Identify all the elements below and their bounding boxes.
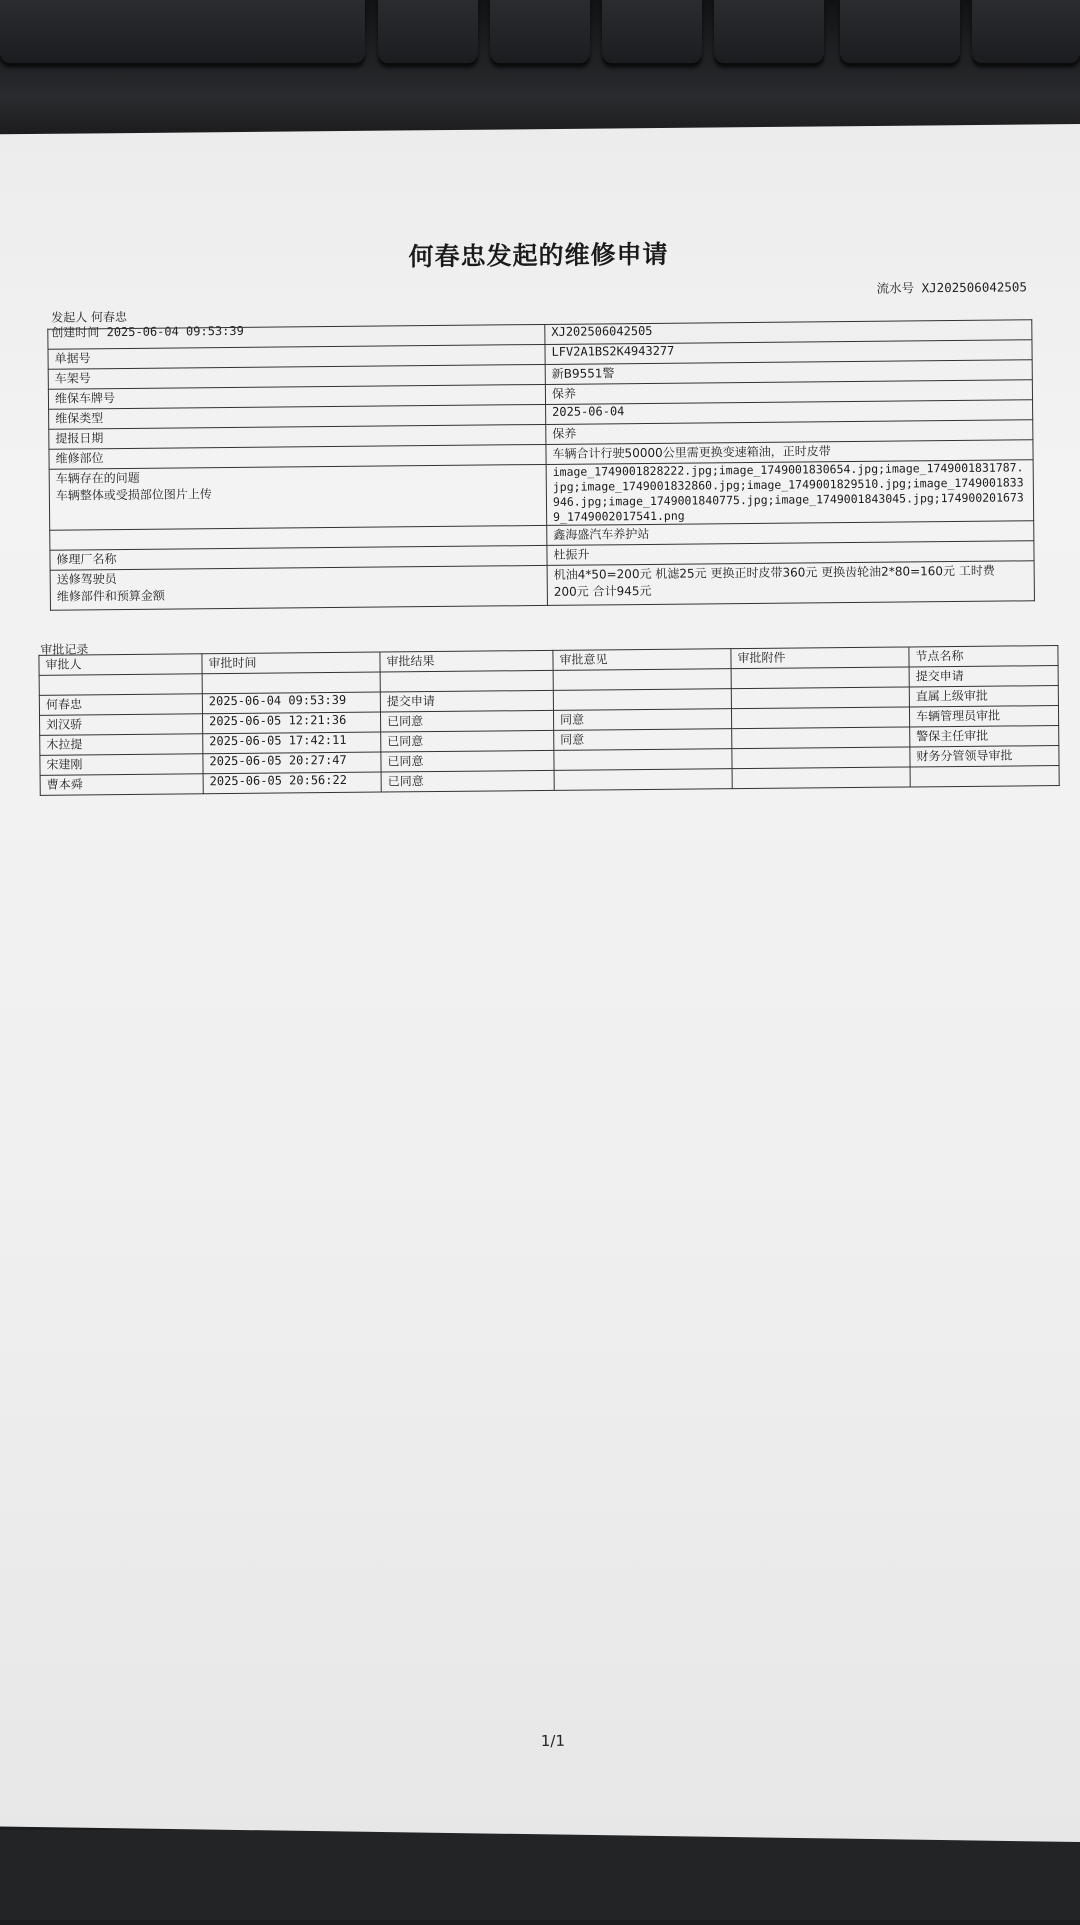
time-cell — [202, 672, 380, 694]
form-label — [49, 464, 547, 530]
opinion-cell — [554, 769, 732, 791]
form-row — [49, 460, 1034, 530]
approver-cell: 宋建刚 — [40, 754, 203, 776]
form-label: 维保类型 — [49, 404, 546, 429]
attachment-cell — [731, 667, 909, 689]
form-value: 2025-06-04 — [546, 400, 1033, 425]
header-cell: 审批意见 — [553, 649, 731, 671]
approval-table — [38, 645, 1059, 796]
form-label: 维保车牌号 — [48, 384, 545, 409]
opinion-cell — [554, 749, 732, 771]
form-label-line: 送修驾驶员 — [56, 572, 117, 587]
approver-cell: 曹本舜 — [40, 774, 203, 796]
form-value: 新B9551警 — [545, 360, 1032, 385]
time-cell: 2025-06-05 12:21:36 — [202, 712, 380, 734]
attachment-cell — [731, 707, 909, 729]
approver-cell — [39, 674, 202, 696]
time-cell: 2025-06-04 09:53:39 — [202, 692, 380, 714]
form-value: 鑫海盛汽车养护站 — [547, 521, 1034, 546]
result-cell — [380, 670, 553, 692]
form-label: 单据号 — [48, 344, 545, 369]
attachment-cell — [732, 767, 910, 789]
approver-cell: 木拉提 — [40, 734, 203, 756]
time-cell: 2025-06-05 20:56:22 — [203, 772, 381, 794]
node-cell: 车辆管理员审批 — [909, 706, 1058, 727]
form-value: 保养 — [546, 420, 1033, 445]
opinion-cell: 同意 — [554, 729, 732, 751]
repair-form-table — [47, 319, 1035, 610]
form-value: 杜振升 — [547, 541, 1034, 566]
form-label — [50, 565, 547, 610]
header-cell: 审批附件 — [731, 647, 909, 669]
opinion-cell: 同意 — [553, 709, 731, 731]
document-title: 何春忠发起的维修申请 — [408, 239, 669, 272]
form-label: 修理厂名称 — [50, 545, 547, 570]
created-time: 创建时间 2025-06-04 09:53:39 — [51, 323, 244, 340]
form-value: 保养 — [545, 380, 1032, 405]
result-cell: 提交申请 — [380, 690, 553, 712]
form-label-line: 车辆存在的问题 — [55, 470, 140, 486]
initiator-name: 发起人 何春忠 — [51, 309, 128, 325]
time-cell: 2025-06-05 20:27:47 — [203, 752, 381, 774]
node-cell: 财务分管领导审批 — [910, 746, 1059, 767]
header-cell: 审批结果 — [380, 650, 553, 672]
opinion-cell — [553, 689, 731, 711]
form-value: XJ202506042505 — [545, 320, 1032, 345]
form-label-line: 车辆整体或受损部位图片上传 — [55, 487, 212, 503]
form-row — [50, 561, 1034, 610]
header-cell: 节点名称 — [909, 646, 1058, 667]
approver-cell: 何春忠 — [39, 694, 202, 716]
form-label: 维修部位 — [49, 444, 546, 469]
opinion-cell — [553, 669, 731, 691]
image-file-list: image_1749001828222.jpg;image_1749001830654.jpg;image_1749001831787.jpg;image_1749001832860.jpg;image_1749001829510.jpg;image_1749001833946.jpg;image_1749001840775.jpg;image_1749001843045.jpg;1749002016739_1749002017541.png — [546, 460, 1034, 526]
attachment-cell — [731, 687, 909, 709]
form-value: 车辆合计行驶50000公里需更换变速箱油，正时皮带 — [546, 440, 1033, 465]
attachment-cell — [732, 747, 910, 769]
serial-number: 流水号 XJ202506042505 — [876, 279, 1028, 296]
form-value: LFV2A1BS2K4943277 — [545, 340, 1032, 365]
approver-cell: 刘汉骄 — [40, 714, 203, 736]
approval-section-label: 审批记录 — [40, 642, 89, 657]
form-value — [547, 561, 1034, 606]
result-cell: 已同意 — [380, 710, 553, 732]
form-label: 提报日期 — [49, 424, 546, 449]
result-cell: 已同意 — [381, 770, 554, 792]
node-cell — [910, 766, 1059, 787]
result-cell: 已同意 — [381, 750, 554, 772]
result-cell: 已同意 — [381, 730, 554, 752]
budget-line: 机油4*50=200元 机滤25元 更换正时皮带360元 更换齿轮油2*80=160元 工时费 — [553, 563, 995, 582]
form-label-line: 维修部件和预算金额 — [56, 588, 165, 604]
header-cell: 审批人 — [39, 654, 202, 676]
node-cell: 直属上级审批 — [909, 686, 1058, 707]
node-cell: 警保主任审批 — [910, 726, 1059, 747]
budget-line: 200元 合计945元 — [553, 583, 652, 599]
page-number: 1/1 — [540, 1731, 566, 1751]
node-cell: 提交申请 — [909, 666, 1058, 687]
time-cell: 2025-06-05 17:42:11 — [203, 732, 381, 754]
attachment-cell — [732, 727, 910, 749]
form-label: 车架号 — [48, 364, 545, 389]
header-cell: 审批时间 — [202, 652, 380, 674]
